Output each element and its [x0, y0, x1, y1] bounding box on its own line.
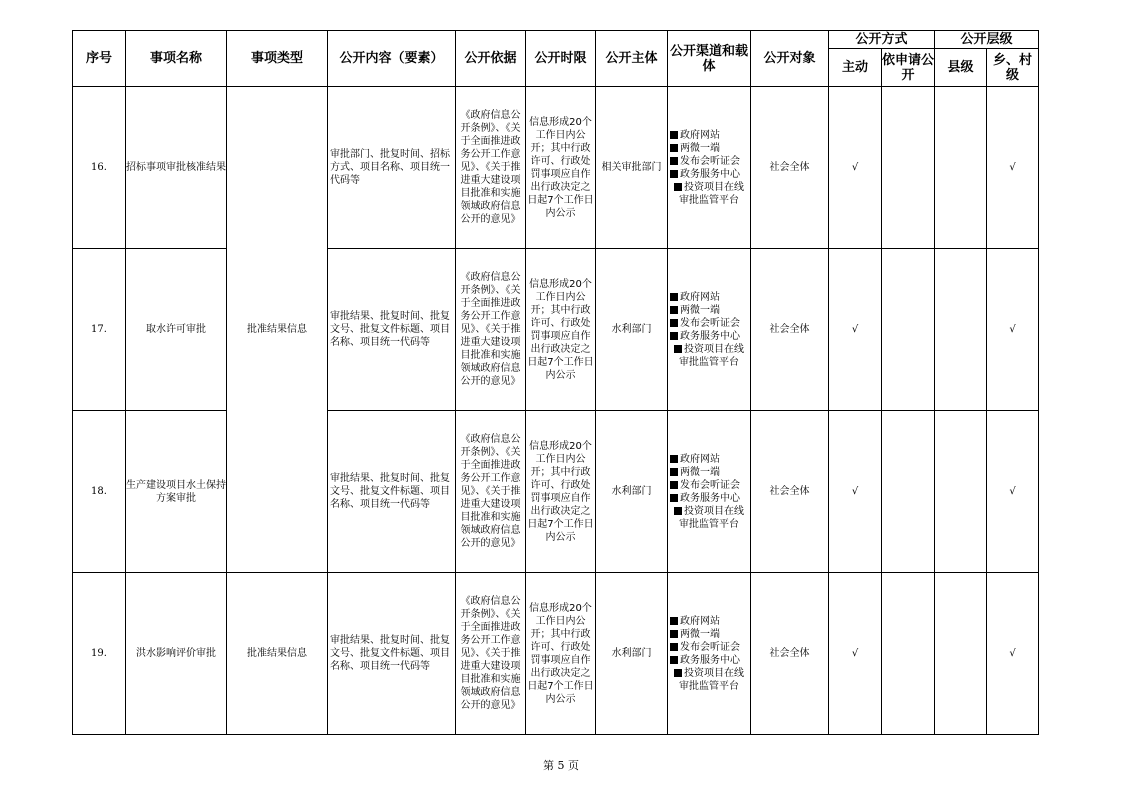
square-bullet-icon [670, 293, 678, 301]
row-content: 审批部门、批复时间、招标方式、项目名称、项目统一代码等 [328, 87, 456, 249]
row-basis: 《政府信息公开条例》、《关于全面推进政务公开工作意见》、《关于推进重大建设项目批准和实施领域政府信息公开的意见》 [456, 411, 526, 573]
row-name: 洪水影响评价审批 [126, 573, 227, 735]
row-active-check: √ [829, 87, 882, 249]
row-apply-check [882, 87, 935, 249]
row-seq: 19. [73, 573, 126, 735]
square-bullet-icon [670, 494, 678, 502]
disclosure-table [72, 30, 1039, 735]
channel-item: 政务服务中心 [670, 492, 748, 505]
row-active-check: √ [829, 249, 882, 411]
row-type: 批准结果信息 [227, 573, 328, 735]
header-level: 公开层级 [935, 31, 1039, 49]
square-bullet-icon [670, 131, 678, 139]
row-seq: 16. [73, 87, 126, 249]
row-type: 批准结果信息 [227, 87, 328, 573]
channel-item: 政府网站 [670, 129, 748, 142]
row-town-check: √ [987, 411, 1039, 573]
header-seq: 序号 [73, 31, 126, 87]
square-bullet-icon [670, 468, 678, 476]
header-method-active: 主动 [829, 49, 882, 87]
row-time: 信息形成20个工作日内公开；其中行政许可、行政处罚事项应自作出行政决定之日起7个工作日内公示 [526, 573, 596, 735]
row-basis: 《政府信息公开条例》、《关于全面推进政务公开工作意见》、《关于推进重大建设项目批准和实施领域政府信息公开的意见》 [456, 573, 526, 735]
header-basis: 公开依据 [456, 31, 526, 87]
square-bullet-icon [670, 319, 678, 327]
square-bullet-icon [670, 157, 678, 165]
row-content: 审批结果、批复时间、批复文号、批复文件标题、项目名称、项目统一代码等 [328, 249, 456, 411]
square-bullet-icon [670, 630, 678, 638]
channel-item: 发布会听证会 [670, 317, 748, 330]
square-bullet-icon [670, 144, 678, 152]
square-bullet-icon [670, 481, 678, 489]
header-method: 公开方式 [829, 31, 935, 49]
row-subject: 水利部门 [596, 249, 668, 411]
header-target: 公开对象 [751, 31, 829, 87]
row-name: 取水许可审批 [126, 249, 227, 411]
row-target: 社会全体 [751, 411, 829, 573]
row-channels [668, 573, 751, 735]
header-level-county: 县级 [935, 49, 987, 87]
channel-item: 发布会听证会 [670, 641, 748, 654]
header-channel: 公开渠道和载体 [668, 31, 751, 87]
square-bullet-icon [670, 332, 678, 340]
channel-item: 政务服务中心 [670, 654, 748, 667]
header-level-town: 乡、村级 [987, 49, 1039, 87]
row-target: 社会全体 [751, 573, 829, 735]
row-basis: 《政府信息公开条例》、《关于全面推进政务公开工作意见》、《关于推进重大建设项目批准和实施领域政府信息公开的意见》 [456, 249, 526, 411]
channel-item: 两微一端 [670, 142, 748, 155]
header-type: 事项类型 [227, 31, 328, 87]
square-bullet-icon [670, 656, 678, 664]
square-bullet-icon [670, 617, 678, 625]
row-subject: 相关审批部门 [596, 87, 668, 249]
channel-item: 投资项目在线审批监管平台 [670, 181, 748, 207]
row-apply-check [882, 573, 935, 735]
row-county-check [935, 411, 987, 573]
row-seq: 18. [73, 411, 126, 573]
row-active-check: √ [829, 573, 882, 735]
table-row [73, 573, 1039, 735]
channel-item: 投资项目在线审批监管平台 [670, 343, 748, 369]
channel-item: 两微一端 [670, 628, 748, 641]
row-channels [668, 87, 751, 249]
square-bullet-icon [670, 643, 678, 651]
row-active-check: √ [829, 411, 882, 573]
channel-item: 政府网站 [670, 291, 748, 304]
row-name: 生产建设项目水土保持方案审批 [126, 411, 227, 573]
header-subject: 公开主体 [596, 31, 668, 87]
row-channels [668, 249, 751, 411]
header-time: 公开时限 [526, 31, 596, 87]
row-basis: 《政府信息公开条例》、《关于全面推进政务公开工作意见》、《关于推进重大建设项目批准和实施领域政府信息公开的意见》 [456, 87, 526, 249]
channel-item: 政府网站 [670, 615, 748, 628]
channel-item: 政府网站 [670, 453, 748, 466]
row-town-check: √ [987, 87, 1039, 249]
page-number: 第 5 页 [543, 759, 579, 772]
channel-item: 两微一端 [670, 304, 748, 317]
row-town-check: √ [987, 249, 1039, 411]
channel-item: 发布会听证会 [670, 155, 748, 168]
channel-item: 两微一端 [670, 466, 748, 479]
table-row [73, 87, 1039, 249]
row-channels [668, 411, 751, 573]
row-time: 信息形成20个工作日内公开；其中行政许可、行政处罚事项应自作出行政决定之日起7个工作日内公示 [526, 87, 596, 249]
row-time: 信息形成20个工作日内公开；其中行政许可、行政处罚事项应自作出行政决定之日起7个工作日内公示 [526, 249, 596, 411]
table-row [73, 249, 1039, 411]
channel-item: 政务服务中心 [670, 330, 748, 343]
row-subject: 水利部门 [596, 411, 668, 573]
row-name: 招标事项审批核准结果 [126, 87, 227, 249]
square-bullet-icon [674, 669, 682, 677]
row-time: 信息形成20个工作日内公开；其中行政许可、行政处罚事项应自作出行政决定之日起7个工作日内公示 [526, 411, 596, 573]
header-content: 公开内容（要素） [328, 31, 456, 87]
channel-item: 投资项目在线审批监管平台 [670, 505, 748, 531]
row-content: 审批结果、批复时间、批复文号、批复文件标题、项目名称、项目统一代码等 [328, 573, 456, 735]
row-subject: 水利部门 [596, 573, 668, 735]
header-method-apply: 依申请公开 [882, 49, 935, 87]
square-bullet-icon [674, 507, 682, 515]
row-county-check [935, 573, 987, 735]
square-bullet-icon [670, 455, 678, 463]
square-bullet-icon [670, 170, 678, 178]
row-content: 审批结果、批复时间、批复文号、批复文件标题、项目名称、项目统一代码等 [328, 411, 456, 573]
channel-item: 投资项目在线审批监管平台 [670, 667, 748, 693]
table-row [73, 411, 1039, 573]
row-apply-check [882, 411, 935, 573]
channel-item: 政务服务中心 [670, 168, 748, 181]
row-seq: 17. [73, 249, 126, 411]
channel-item: 发布会听证会 [670, 479, 748, 492]
square-bullet-icon [674, 183, 682, 191]
row-target: 社会全体 [751, 87, 829, 249]
row-apply-check [882, 249, 935, 411]
square-bullet-icon [670, 306, 678, 314]
row-county-check [935, 87, 987, 249]
square-bullet-icon [674, 345, 682, 353]
row-county-check [935, 249, 987, 411]
header-name: 事项名称 [126, 31, 227, 87]
row-target: 社会全体 [751, 249, 829, 411]
row-town-check: √ [987, 573, 1039, 735]
